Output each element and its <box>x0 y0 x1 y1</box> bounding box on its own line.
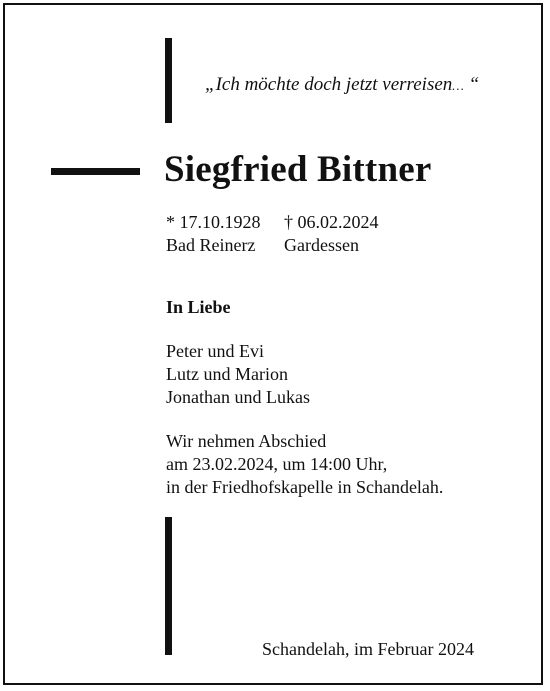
cross-bottom-bar <box>165 517 172 655</box>
birth-date: * 17.10.1928 <box>166 212 261 232</box>
mourner-line: Jonathan und Lukas <box>166 387 310 407</box>
death-place: Gardessen <box>284 235 359 255</box>
farewell-line: Wir nehmen Abschied <box>166 431 327 451</box>
birth-place: Bad Reinerz <box>166 235 256 255</box>
farewell-line: in der Friedhofskapelle in Schandelah. <box>166 477 444 497</box>
birth-column <box>166 211 284 257</box>
mourner-line: Peter und Evi <box>166 341 264 361</box>
deceased-name: Siegfried Bittner <box>164 149 432 190</box>
cross-horizontal-bar <box>51 168 140 175</box>
life-dates <box>166 211 379 257</box>
quote-text: „Ich möchte doch jetzt verreisen <box>205 74 453 95</box>
farewell-line: am 23.02.2024, um 14:00 Uhr, <box>166 454 388 474</box>
death-column <box>284 211 379 257</box>
quote-close: “ <box>463 74 480 95</box>
death-date: † 06.02.2024 <box>284 212 379 232</box>
love-heading: In Liebe <box>166 297 231 317</box>
farewell-text <box>166 430 443 499</box>
cross-top-bar <box>165 38 172 123</box>
quote <box>205 74 479 96</box>
mourners-list <box>166 340 310 409</box>
mourner-line: Lutz und Marion <box>166 364 288 384</box>
quote-ellipsis: … <box>452 78 464 93</box>
place-date-footer: Schandelah, im Februar 2024 <box>262 639 474 659</box>
